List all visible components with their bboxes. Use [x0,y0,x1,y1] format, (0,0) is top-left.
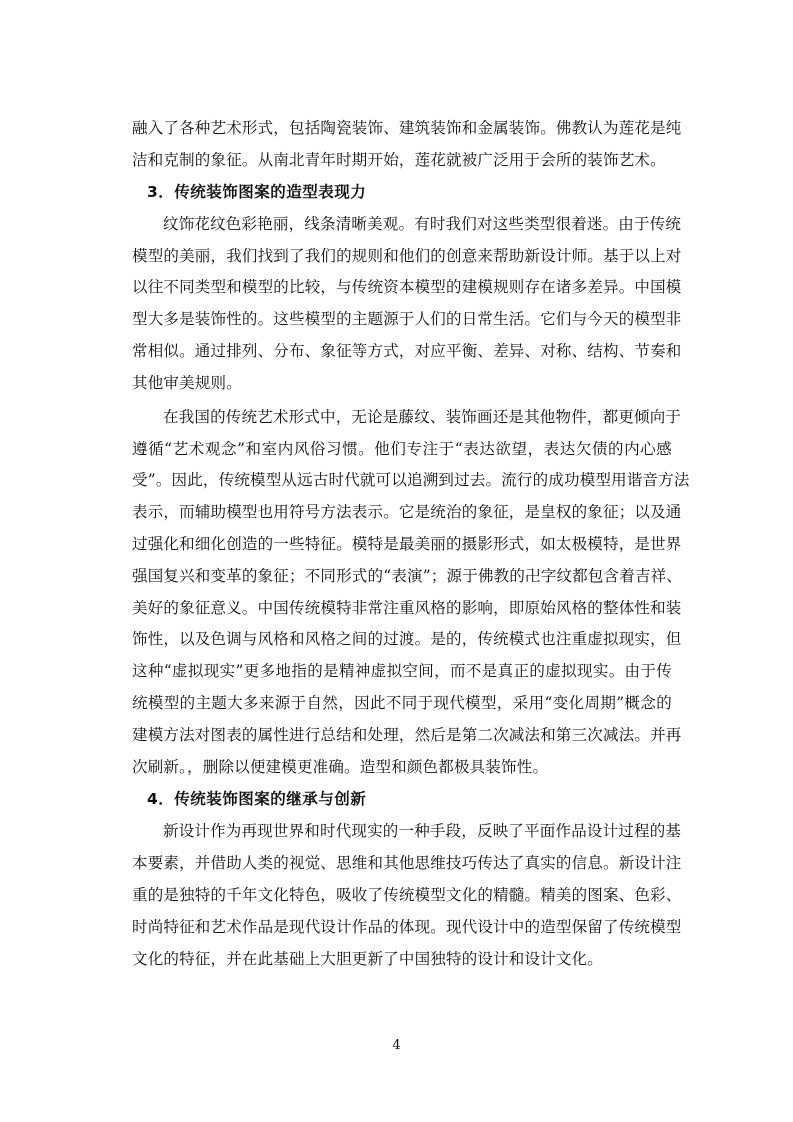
paragraph-line: 其他审美规则。 [132,374,242,392]
paragraph-line: 常相似。通过排列、分布、象征等方式，对应平衡、差异、对称、结构、节奏和 [132,342,682,360]
section-heading: 3．传统装饰图案的造型表现力 [147,183,367,201]
paragraph-line: 受”。因此，传统模型从远古时代就可以追溯到过去。流行的成功模型用谐音方法 [132,471,690,489]
paragraph-line: 纹饰花纹色彩艳丽，线条清晰美观。有时我们对这些类型很着迷。由于传统 [163,215,682,233]
paragraph-line: 型大多是装饰性的。这些模型的主题源于人们的日常生活。它们与今天的模型非 [132,310,682,328]
paragraph-line: 融入了各种艺术形式，包括陶瓷装饰、建筑装饰和金属装饰。佛教认为莲花是纯 [132,119,682,137]
paragraph-line: 本要素，并借助人类的视觉、思维和其他思维技巧传达了真实的信息。新设计注 [132,854,682,872]
paragraph-line: 遵循“艺术观念”和室内风俗习惯。他们专注于“表达欲望，表达欠债的内心感 [132,440,672,458]
paragraph-line: 表示，而辅助模型也用符号方法表示。它是统治的象征，是皇权的象征；以及通 [132,503,682,521]
section-heading: 4．传统装饰图案的继承与创新 [147,790,367,808]
page-number: 4 [392,1038,401,1053]
paragraph-line: 重的是独特的千年文化特色，吸收了传统模型文化的精髓。精美的图案、色彩、 [132,886,682,904]
paragraph-line: 新设计作为再现世界和时代现实的一种手段，反映了平面作品设计过程的基 [163,822,682,840]
paragraph-line: 以往不同类型和模型的比较，与传统资本模型的建模规则存在诸多差异。中国模 [132,278,682,296]
paragraph-line: 这种“虚拟现实”更多地指的是精神虚拟空间，而不是真正的虚拟现实。由于传 [132,662,672,680]
paragraph-line: 文化的特征，并在此基础上大胆更新了中国独特的设计和设计文化。 [132,950,604,968]
paragraph-line: 美好的象征意义。中国传统模特非常注重风格的影响，即原始风格的整体性和装 [132,599,682,617]
paragraph-line: 洁和克制的象征。从南北青年时期开始，莲花就被广泛用于会所的装饰艺术。 [132,151,666,169]
paragraph-line: 统模型的主题大多来源于自然，因此不同于现代模型，采用“变化周期”概念的 [132,694,672,712]
paragraph-line: 次刷新。，删除以便建模更准确。造型和颜色都极具装饰性。 [132,758,549,776]
paragraph-line: 在我国的传统艺术形式中，无论是藤纹、装饰画还是其他物件，都更倾向于 [163,408,682,426]
paragraph-line: 模型的美丽，我们找到了我们的规则和他们的创意来帮助新设计师。基于以上对 [132,247,682,265]
paragraph-line: 建模方法对图表的属性进行总结和处理，然后是第二次减法和第三次减法。并再 [132,726,682,744]
paragraph-line: 时尚特征和艺术作品是现代设计作品的体现。现代设计中的造型保留了传统模型 [132,918,682,936]
paragraph-line: 强国复兴和变革的象征；不同形式的“表演”；源于佛教的卍字纹都包含着吉祥、 [132,567,683,585]
paragraph-line: 过强化和细化创造的一些特征。模特是最美丽的摄影形式，如太极模特，是世界 [132,535,682,553]
paragraph-line: 饰性，以及色调与风格和风格之间的过渡。是的，传统模式也注重虚拟现实，但 [132,630,682,648]
